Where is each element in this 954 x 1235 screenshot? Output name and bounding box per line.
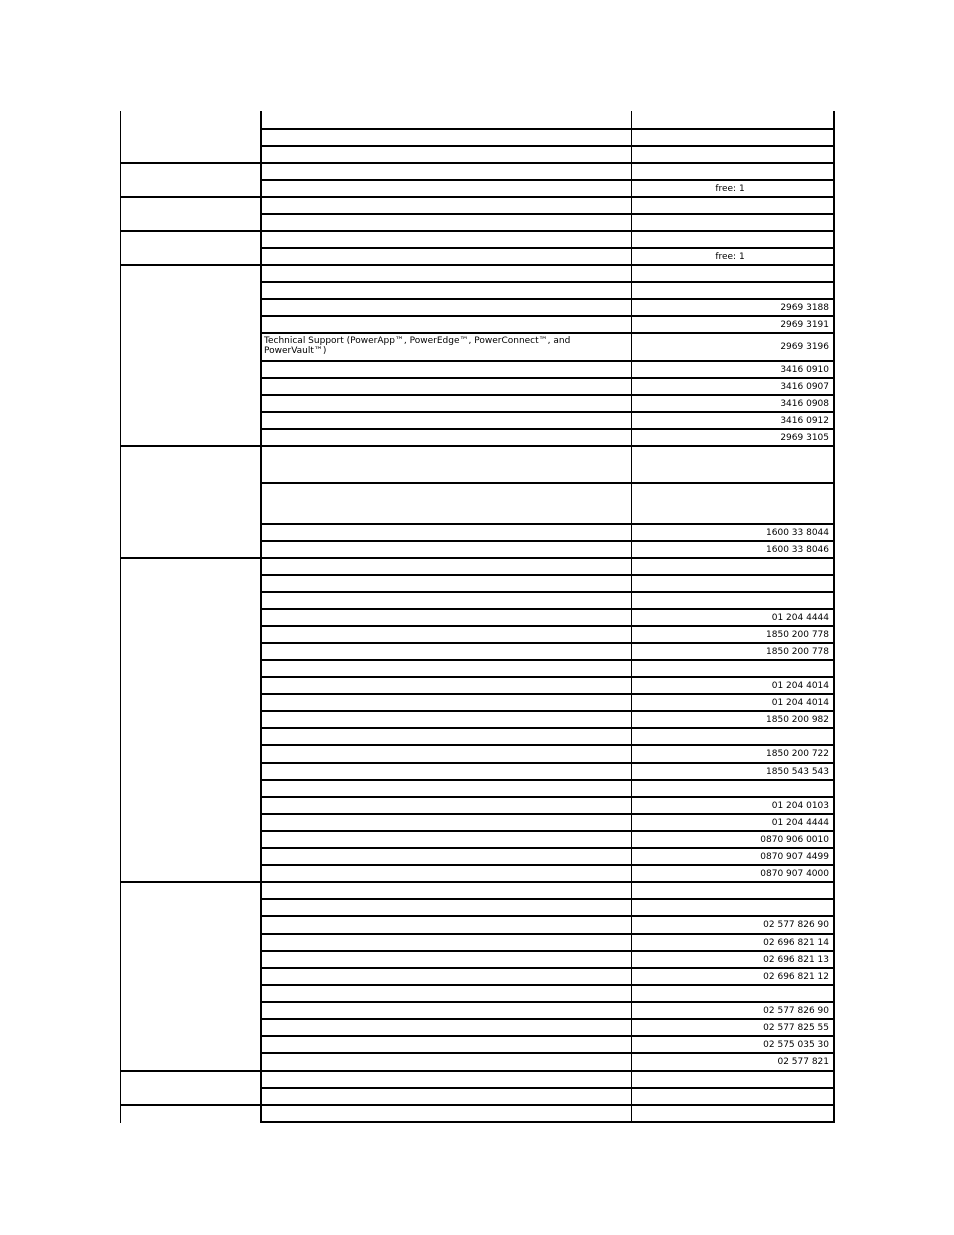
column-divider <box>260 111 262 1123</box>
row-separator <box>260 1035 835 1037</box>
row-separator <box>260 813 835 815</box>
phone-number: 0870 907 4000 <box>760 868 829 879</box>
phone-number: 02 577 826 90 <box>763 920 829 930</box>
phone-number: 01 204 4014 <box>771 697 829 708</box>
row-separator <box>260 145 835 147</box>
row-separator <box>260 574 835 576</box>
phone-number: 01 204 4444 <box>771 817 829 828</box>
row-separator <box>260 625 835 627</box>
row-separator <box>260 523 835 525</box>
group-separator <box>120 557 835 559</box>
row-separator <box>260 281 835 283</box>
phone-number: 1600 33 8044 <box>766 527 829 538</box>
group-separator <box>120 196 835 198</box>
phone-number: 3416 0908 <box>780 398 829 409</box>
row-separator <box>260 915 835 917</box>
row-separator <box>260 608 835 610</box>
row-separator <box>260 360 835 362</box>
row-separator <box>260 933 835 935</box>
group-separator <box>120 162 835 164</box>
phone-number: 02 696 821 12 <box>763 971 829 982</box>
row-separator <box>260 411 835 413</box>
row-separator <box>260 213 835 215</box>
phone-number: 1850 543 543 <box>766 766 829 777</box>
row-separator <box>260 830 835 832</box>
group-separator <box>120 264 835 266</box>
row-separator <box>260 796 835 798</box>
phone-number: 0870 907 4499 <box>760 851 829 862</box>
row-separator <box>260 1052 835 1054</box>
phone-number: 02 577 821 <box>777 1057 829 1067</box>
group-separator <box>120 881 835 883</box>
phone-number: 02 696 821 13 <box>763 954 829 965</box>
phone-number: 3416 0912 <box>780 415 829 426</box>
phone-number: 3416 0907 <box>780 381 829 392</box>
group-separator <box>120 1104 835 1106</box>
row-separator <box>260 247 835 249</box>
row-separator <box>260 315 835 317</box>
group-separator <box>120 1070 835 1072</box>
phone-number: 01 204 4444 <box>771 612 829 623</box>
phone-number: 1850 200 722 <box>766 749 829 759</box>
phone-number: 1600 33 8046 <box>766 544 829 555</box>
table-border-bottom <box>260 1121 835 1123</box>
phone-number: 2969 3188 <box>780 302 829 313</box>
row-separator <box>260 984 835 986</box>
row-separator <box>260 967 835 969</box>
row-separator <box>260 428 835 430</box>
phone-number: 02 575 035 30 <box>763 1039 829 1050</box>
row-separator <box>260 659 835 661</box>
phone-number: 02 577 825 55 <box>763 1022 829 1033</box>
row-separator <box>260 676 835 678</box>
group-separator <box>120 230 835 232</box>
phone-number: 01 204 4014 <box>771 680 829 691</box>
group-separator <box>120 445 835 447</box>
row-separator <box>260 898 835 900</box>
row-separator <box>260 377 835 379</box>
table-border-left <box>120 111 121 1123</box>
phone-number: 3416 0910 <box>780 364 829 375</box>
row-separator <box>260 779 835 781</box>
phone-number: 2969 3191 <box>780 319 829 330</box>
row-separator <box>260 298 835 300</box>
row-separator <box>260 1087 835 1089</box>
row-separator <box>260 591 835 593</box>
row-separator <box>260 540 835 542</box>
phone-number: free: 1 <box>715 251 745 262</box>
row-separator <box>260 727 835 729</box>
row-separator <box>260 394 835 396</box>
row-separator <box>260 693 835 695</box>
row-separator <box>260 950 835 952</box>
phone-number: 1850 200 778 <box>766 629 829 640</box>
row-separator <box>260 179 835 181</box>
phone-number: 01 204 0103 <box>771 800 829 811</box>
row-separator <box>260 1001 835 1003</box>
row-separator <box>260 762 835 764</box>
table-border-right <box>833 111 835 1123</box>
row-separator <box>260 642 835 644</box>
row-separator <box>260 744 835 746</box>
row-separator <box>260 1018 835 1020</box>
row-separator <box>260 128 835 130</box>
service-description: Technical Support (PowerApp™, PowerEdge™, PowerConnect™, and PowerVault™) <box>264 336 571 356</box>
phone-number: 2969 3196 <box>780 342 829 352</box>
row-separator <box>260 864 835 866</box>
phone-number: 02 577 826 90 <box>763 1005 829 1016</box>
phone-number: 1850 200 982 <box>766 714 829 725</box>
row-separator <box>260 847 835 849</box>
phone-number: 2969 3105 <box>780 432 829 443</box>
row-separator <box>260 332 835 334</box>
phone-number: 02 696 821 14 <box>763 937 829 948</box>
phone-number: 0870 906 0010 <box>760 834 829 845</box>
row-separator <box>260 482 835 484</box>
phone-number: 1850 200 778 <box>766 646 829 657</box>
phone-number: free: 1 <box>715 183 745 194</box>
row-separator <box>260 710 835 712</box>
